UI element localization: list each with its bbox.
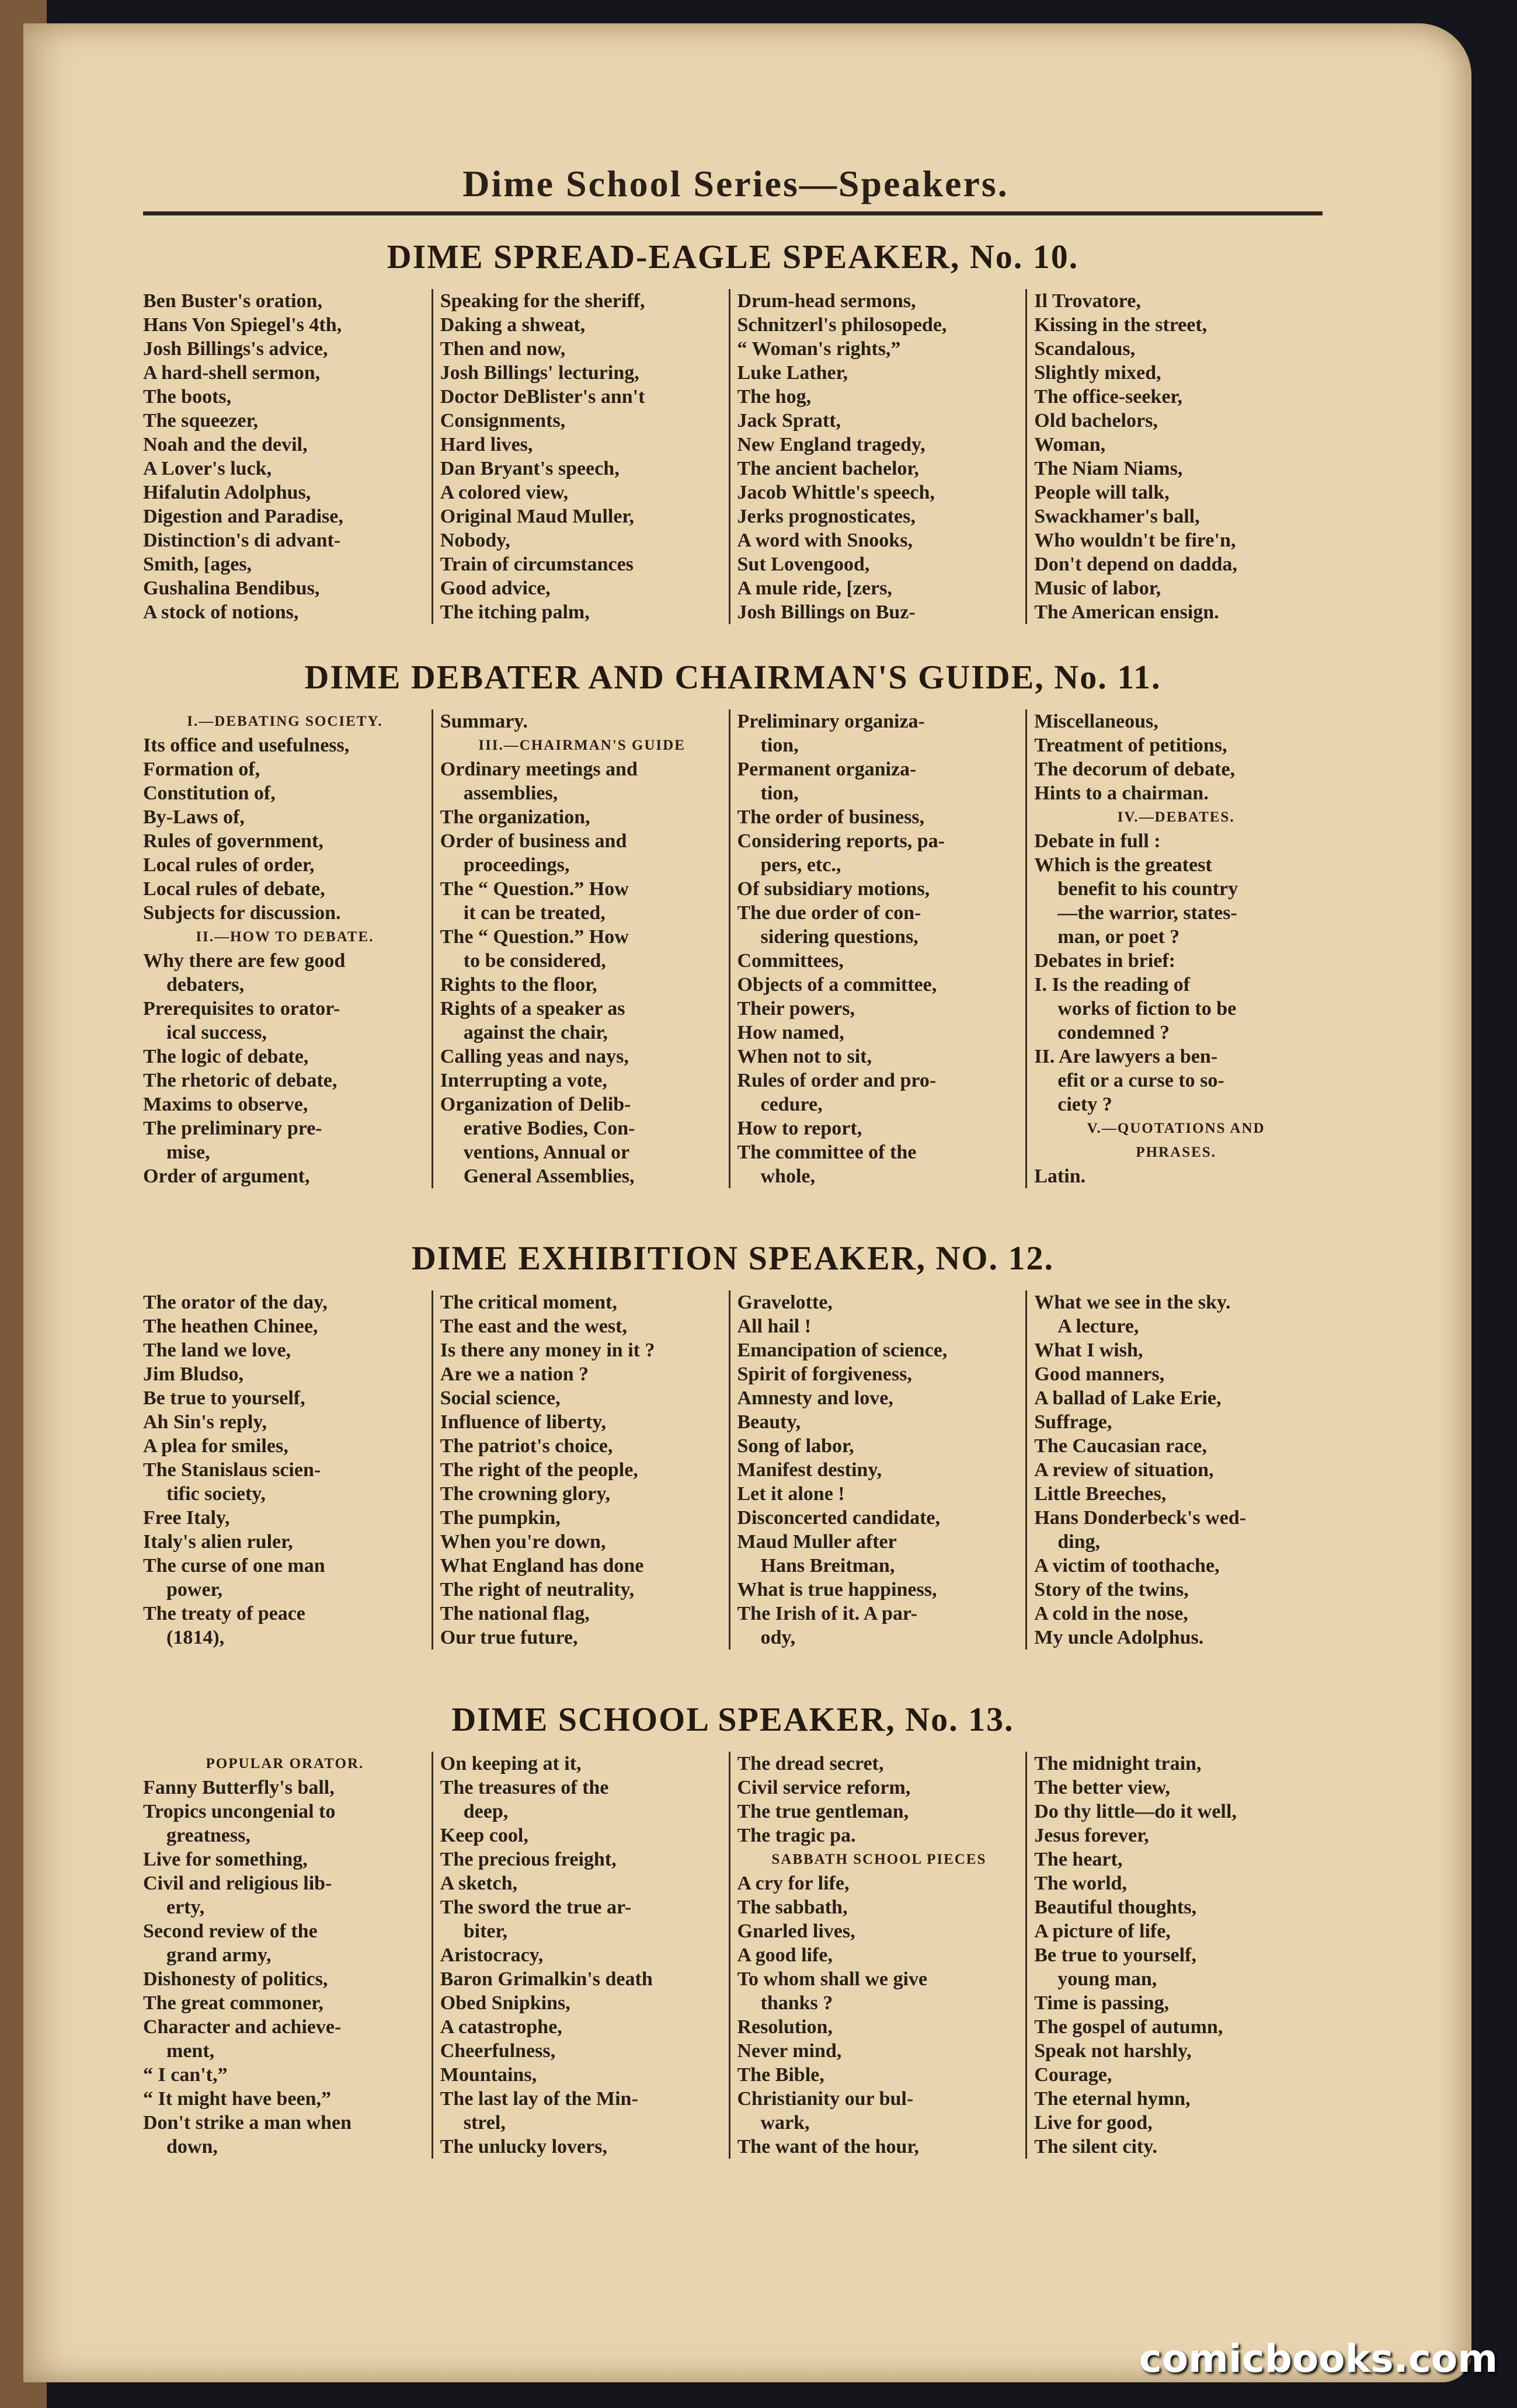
contents-entry: Original Maud Muller, — [440, 506, 634, 527]
contents-columns — [143, 1752, 1323, 2159]
contents-entry: Constitution of, — [143, 782, 276, 804]
contents-entry: Jacob Whittle's speech, — [737, 482, 935, 503]
contents-entry: Civil and religious lib- — [143, 1873, 332, 1894]
contents-entry: The pumpkin, — [440, 1507, 561, 1529]
contents-entry: wark, — [760, 2112, 810, 2134]
contents-entry: Christianity our bul- — [737, 2088, 914, 2110]
contents-column-1 — [143, 709, 427, 1188]
contents-entry: The orator of the day, — [143, 1292, 328, 1313]
contents-entry: What England has done — [440, 1555, 644, 1577]
contents-entry: I. Is the reading of — [1034, 974, 1190, 996]
contents-entry: Schnitzerl's philosopede, — [737, 314, 947, 336]
contents-entry: The critical moment, — [440, 1292, 617, 1313]
contents-entry: The itching palm, — [440, 601, 590, 623]
contents-entry: Obed Snipkins, — [440, 1992, 570, 2014]
contents-entry: Character and achieve- — [143, 2016, 342, 2038]
contents-entry: Daking a shweat, — [440, 314, 586, 336]
contents-entry: What I wish, — [1034, 1339, 1143, 1361]
contents-entry: The right of neutrality, — [440, 1579, 635, 1600]
contents-entry: The curse of one man — [143, 1555, 325, 1577]
contents-column-4 — [1025, 1752, 1318, 2159]
contents-entry: biter, — [463, 1920, 507, 1942]
contents-column-4 — [1025, 289, 1318, 624]
contents-entry: The ancient bachelor, — [737, 458, 919, 479]
contents-entry: The due order of con- — [737, 902, 921, 924]
site-watermark: comicbooks.com — [1139, 2336, 1498, 2381]
contents-entry: Gushalina Bendibus, — [143, 577, 320, 599]
contents-entry: The land we love, — [143, 1339, 291, 1361]
contents-column-4 — [1025, 1290, 1318, 1650]
contents-entry: Their powers, — [737, 998, 855, 1019]
contents-entry: Good advice, — [440, 577, 551, 599]
contents-entry: thanks ? — [760, 1992, 833, 2014]
contents-entry: Rights to the floor, — [440, 974, 597, 996]
subsection-heading: PHRASES. — [1136, 1144, 1216, 1160]
contents-entry: Emancipation of science, — [737, 1339, 948, 1361]
contents-entry: Our true future, — [440, 1627, 578, 1648]
contents-entry: —the warrior, states- — [1057, 902, 1237, 924]
contents-entry: Live for good, — [1034, 2112, 1153, 2134]
contents-entry: A plea for smiles, — [143, 1435, 288, 1457]
contents-entry: My uncle Adolphus. — [1034, 1627, 1204, 1648]
subsection-heading: I.—DEBATING SOCIETY. — [187, 714, 383, 729]
contents-entry: Drum-head sermons, — [737, 290, 916, 312]
subsection-heading: II.—HOW TO DEBATE. — [196, 929, 374, 945]
contents-column-2 — [432, 289, 724, 624]
contents-entry: A hard-shell sermon, — [143, 362, 321, 384]
contents-entry: A cold in the nose, — [1034, 1603, 1188, 1624]
contents-entry: The eternal hymn, — [1034, 2088, 1191, 2110]
contents-entry: Hans Breitman, — [760, 1555, 895, 1577]
contents-entry: The treaty of peace — [143, 1603, 305, 1624]
contents-entry: The unlucky lovers, — [440, 2136, 607, 2158]
contents-entry: assemblies, — [463, 782, 558, 804]
contents-entry: To whom shall we give — [737, 1968, 928, 1990]
contents-entry: Rules of order and pro- — [737, 1070, 937, 1091]
contents-entry: A colored view, — [440, 482, 569, 503]
section-title: DIME SCHOOL SPEAKER, No. 13. — [451, 1700, 1014, 1738]
contents-entry: Subjects for discussion. — [143, 902, 341, 924]
contents-entry: What we see in the sky. — [1034, 1292, 1231, 1313]
contents-entry: How named, — [737, 1022, 844, 1043]
contents-entry: Order of argument, — [143, 1165, 310, 1187]
contents-entry: Music of labor, — [1034, 577, 1161, 599]
contents-entry: Debate in full : — [1034, 830, 1161, 852]
contents-entry: The tragic pa. — [737, 1825, 856, 1846]
contents-entry: Manifest destiny, — [737, 1459, 882, 1481]
contents-entry: condemned ? — [1057, 1022, 1170, 1043]
contents-entry: Speak not harshly, — [1034, 2040, 1192, 2062]
contents-entry: efit or a curse to so- — [1057, 1070, 1224, 1091]
contents-entry: The Bible, — [737, 2064, 824, 2086]
contents-entry: Jim Bludso, — [143, 1363, 243, 1385]
contents-entry: General Assemblies, — [463, 1165, 635, 1187]
contents-entry: Dan Bryant's speech, — [440, 458, 620, 479]
contents-entry: Organization of Delib- — [440, 1094, 631, 1115]
contents-entry: The heathen Chinee, — [143, 1316, 318, 1337]
contents-entry: The sword the true ar- — [440, 1897, 632, 1918]
contents-entry: Josh Billings on Buz- — [737, 601, 916, 623]
contents-entry: A victim of toothache, — [1034, 1555, 1220, 1577]
contents-entry: Dishonesty of politics, — [143, 1968, 328, 1990]
contents-entry: The Irish of it. A par- — [737, 1603, 918, 1624]
contents-entry: The Niam Niams, — [1034, 458, 1183, 479]
contents-entry: By-Laws of, — [143, 806, 245, 828]
contents-entry: Speaking for the sheriff, — [440, 290, 645, 312]
contents-entry: Hints to a chairman. — [1034, 782, 1209, 804]
contents-entry: Il Trovatore, — [1034, 290, 1141, 312]
contents-column-3 — [729, 1290, 1021, 1650]
contents-entry: The Caucasian race, — [1034, 1435, 1207, 1457]
contents-column-2 — [432, 709, 724, 1188]
contents-entry: A mule ride, [zers, — [737, 577, 892, 599]
contents-entry: When not to sit, — [737, 1046, 872, 1067]
contents-entry: Fanny Butterfly's ball, — [143, 1777, 335, 1798]
contents-entry: The rhetoric of debate, — [143, 1070, 338, 1091]
contents-entry: Miscellaneous, — [1034, 711, 1158, 732]
contents-entry: Jack Spratt, — [737, 410, 841, 432]
contents-entry: mise, — [166, 1142, 210, 1163]
contents-entry: The patriot's choice, — [440, 1435, 613, 1457]
contents-entry: Beauty, — [737, 1411, 801, 1433]
contents-column-1 — [143, 289, 427, 624]
contents-entry: A lecture, — [1057, 1316, 1139, 1337]
contents-entry: The dread secret, — [737, 1753, 884, 1774]
contents-entry: Resolution, — [737, 2016, 833, 2038]
section-title: DIME SPREAD-EAGLE SPEAKER, No. 10. — [387, 238, 1079, 276]
contents-entry: grand army, — [166, 1944, 272, 1966]
contents-entry: The “ Question.” How — [440, 878, 629, 900]
contents-entry: Sut Lovengood, — [737, 554, 870, 575]
contents-entry: A picture of life, — [1034, 1920, 1171, 1942]
contents-entry: Gravelotte, — [737, 1292, 833, 1313]
contents-entry: Debates in brief: — [1034, 950, 1175, 972]
contents-entry: The boots, — [143, 386, 232, 408]
contents-entry: Woman, — [1034, 434, 1106, 455]
contents-entry: Rights of a speaker as — [440, 998, 625, 1019]
contents-entry: ment, — [166, 2040, 215, 2062]
contents-entry: ical success, — [166, 1022, 267, 1043]
contents-entry: Josh Billings' lecturing, — [440, 362, 639, 384]
contents-entry: Are we a nation ? — [440, 1363, 589, 1385]
contents-entry: Spirit of forgiveness, — [737, 1363, 912, 1385]
contents-entry: Disconcerted candidate, — [737, 1507, 941, 1529]
contents-entry: Prerequisites to orator- — [143, 998, 340, 1019]
contents-entry: it can be treated, — [463, 902, 606, 924]
subsection-heading: SABBATH SCHOOL PIECES — [771, 1852, 987, 1867]
contents-entry: The squeezer, — [143, 410, 259, 432]
contents-entry: (1814), — [166, 1627, 225, 1648]
contents-entry: A stock of notions, — [143, 601, 299, 623]
contents-entry: Second review of the — [143, 1920, 318, 1942]
contents-entry: Maud Muller after — [737, 1531, 897, 1553]
contents-entry: “ Woman's rights,” — [737, 338, 901, 360]
contents-entry: Never mind, — [737, 2040, 842, 2062]
contents-entry: All hail ! — [737, 1316, 812, 1337]
contents-entry: II. Are lawyers a ben- — [1034, 1046, 1218, 1067]
contents-column-1 — [143, 1752, 427, 2159]
contents-entry: works of fiction to be — [1057, 998, 1237, 1019]
contents-entry: The true gentleman, — [737, 1801, 909, 1822]
contents-entry: A review of situation, — [1034, 1459, 1214, 1481]
contents-entry: The precious freight, — [440, 1849, 617, 1870]
contents-entry: Maxims to observe, — [143, 1094, 308, 1115]
section-title: DIME EXHIBITION SPEAKER, NO. 12. — [411, 1239, 1055, 1277]
contents-entry: The organization, — [440, 806, 590, 828]
contents-entry: debaters, — [166, 974, 245, 996]
contents-column-3 — [729, 289, 1021, 624]
contents-entry: Hans Donderbeck's wed- — [1034, 1507, 1246, 1529]
contents-entry: The gospel of autumn, — [1034, 2016, 1223, 2038]
contents-entry: Josh Billings's advice, — [143, 338, 328, 360]
contents-entry: Aristocracy, — [440, 1944, 544, 1966]
contents-entry: A ballad of Lake Erie, — [1034, 1387, 1222, 1409]
contents-entry: Permanent organiza- — [737, 758, 917, 780]
contents-entry: Latin. — [1034, 1165, 1086, 1187]
contents-entry: whole, — [760, 1165, 815, 1187]
contents-entry: Consignments, — [440, 410, 566, 432]
contents-entry: A cry for life, — [737, 1873, 850, 1894]
contents-entry: greatness, — [166, 1825, 250, 1846]
subsection-heading: V.—QUOTATIONS AND — [1087, 1121, 1265, 1136]
contents-entry: Slightly mixed, — [1034, 362, 1161, 384]
contents-entry: Don't depend on dadda, — [1034, 554, 1237, 575]
contents-entry: Formation of, — [143, 758, 260, 780]
contents-column-3 — [729, 1752, 1021, 2159]
contents-entry: The “ Question.” How — [440, 926, 629, 948]
contents-entry: The right of the people, — [440, 1459, 638, 1481]
contents-entry: The hog, — [737, 386, 812, 408]
contents-entry: Free Italy, — [143, 1507, 230, 1529]
contents-entry: Be true to yourself, — [143, 1387, 305, 1409]
contents-entry: Then and now, — [440, 338, 566, 360]
contents-column-3 — [729, 709, 1021, 1188]
contents-entry: Mountains, — [440, 2064, 537, 2086]
contents-entry: benefit to his country — [1057, 878, 1238, 900]
contents-columns — [143, 709, 1323, 1188]
contents-entry: A catastrophe, — [440, 2016, 562, 2038]
contents-entry: cedure, — [760, 1094, 823, 1115]
contents-entry: Gnarled lives, — [737, 1920, 855, 1942]
contents-entry: sidering questions, — [760, 926, 918, 948]
contents-entry: Song of labor, — [737, 1435, 854, 1457]
contents-entry: The great commoner, — [143, 1992, 323, 2014]
contents-entry: Noah and the devil, — [143, 434, 308, 455]
contents-entry: How to report, — [737, 1118, 862, 1139]
contents-entry: Civil service reform, — [737, 1777, 911, 1798]
contents-entry: Cheerfulness, — [440, 2040, 556, 2062]
contents-entry: Doctor DeBlister's ann't — [440, 386, 645, 408]
contents-entry: Train of circumstances — [440, 554, 634, 575]
contents-entry: Don't strike a man when — [143, 2112, 352, 2134]
contents-entry: Hifalutin Adolphus, — [143, 482, 311, 503]
contents-entry: Smith, [ages, — [143, 554, 252, 575]
contents-entry: down, — [166, 2136, 218, 2158]
contents-entry: tion, — [760, 735, 799, 756]
header-rule — [143, 211, 1323, 215]
contents-entry: The want of the hour, — [737, 2136, 919, 2158]
contents-entry: “ It might have been,” — [143, 2088, 332, 2110]
contents-entry: erative Bodies, Con- — [463, 1118, 635, 1139]
contents-entry: What is true happiness, — [737, 1579, 937, 1600]
contents-entry: Hans Von Spiegel's 4th, — [143, 314, 342, 336]
contents-entry: Interrupting a vote, — [440, 1070, 607, 1091]
contents-entry: young man, — [1057, 1968, 1157, 1990]
contents-entry: ding, — [1057, 1531, 1101, 1553]
contents-columns — [143, 1290, 1323, 1650]
contents-entry: The national flag, — [440, 1603, 590, 1624]
contents-entry: Hard lives, — [440, 434, 533, 455]
contents-entry: Why there are few good — [143, 950, 346, 972]
contents-column-2 — [432, 1752, 724, 2159]
contents-entry: Considering reports, pa- — [737, 830, 945, 852]
subsection-heading: III.—CHAIRMAN'S GUIDE — [478, 737, 686, 753]
contents-entry: Suffrage, — [1034, 1411, 1112, 1433]
contents-entry: proceedings, — [463, 854, 570, 876]
contents-entry: The Stanislaus scien- — [143, 1459, 321, 1481]
contents-column-2 — [432, 1290, 724, 1650]
contents-entry: Swackhamer's ball, — [1034, 506, 1200, 527]
contents-entry: Time is passing, — [1034, 1992, 1170, 2014]
contents-entry: Good manners, — [1034, 1363, 1165, 1385]
contents-entry: Who wouldn't be fire'n, — [1034, 530, 1236, 551]
contents-entry: Italy's alien ruler, — [143, 1531, 293, 1553]
contents-entry: Of subsidiary motions, — [737, 878, 930, 900]
contents-entry: Calling yeas and nays, — [440, 1046, 629, 1067]
contents-entry: The sabbath, — [737, 1897, 848, 1918]
contents-entry: A word with Snooks, — [737, 530, 913, 551]
contents-entry: Preliminary organiza- — [737, 711, 925, 732]
contents-entry: The office-seeker, — [1034, 386, 1182, 408]
contents-entry: The midnight train, — [1034, 1753, 1202, 1774]
contents-entry: The crowning glory, — [440, 1483, 610, 1505]
contents-entry: Ordinary meetings and — [440, 758, 638, 780]
contents-entry: Luke Lather, — [737, 362, 848, 384]
contents-entry: Kissing in the street, — [1034, 314, 1208, 336]
contents-entry: The world, — [1034, 1873, 1127, 1894]
contents-entry: Its office and usefulness, — [143, 735, 350, 756]
contents-entry: to be considered, — [463, 950, 606, 972]
contents-entry: Story of the twins, — [1034, 1579, 1189, 1600]
contents-entry: Social science, — [440, 1387, 561, 1409]
contents-entry: Jerks prognosticates, — [737, 506, 916, 527]
contents-entry: ody, — [760, 1627, 796, 1648]
contents-entry: Scandalous, — [1034, 338, 1136, 360]
contents-entry: When you're down, — [440, 1531, 606, 1553]
contents-entry: Baron Grimalkin's death — [440, 1968, 653, 1990]
contents-entry: The heart, — [1034, 1849, 1123, 1870]
contents-entry: Order of business and — [440, 830, 627, 852]
contents-entry: Courage, — [1034, 2064, 1112, 2086]
contents-entry: The last lay of the Min- — [440, 2088, 638, 2110]
contents-entry: Keep cool, — [440, 1825, 528, 1846]
contents-entry: The silent city. — [1034, 2136, 1157, 2158]
contents-entry: People will talk, — [1034, 482, 1170, 503]
contents-entry: Distinction's di advant- — [143, 530, 341, 551]
contents-entry: The better view, — [1034, 1777, 1170, 1798]
page-header: Dime School Series—Speakers. — [462, 163, 1009, 204]
contents-entry: Committees, — [737, 950, 844, 972]
contents-entry: strel, — [463, 2112, 506, 2134]
contents-entry: The east and the west, — [440, 1316, 627, 1337]
contents-entry: Summary. — [440, 711, 528, 732]
contents-entry: Do thy little—do it well, — [1034, 1801, 1237, 1822]
contents-entry: The order of business, — [737, 806, 925, 828]
contents-entry: The preliminary pre- — [143, 1118, 322, 1139]
contents-entry: Objects of a committee, — [737, 974, 937, 996]
contents-entry: Live for something, — [143, 1849, 308, 1870]
contents-entry: Old bachelors, — [1034, 410, 1158, 432]
section-title: DIME DEBATER AND CHAIRMAN'S GUIDE, No. 11. — [304, 658, 1161, 696]
contents-entry: Beautiful thoughts, — [1034, 1897, 1196, 1918]
contents-entry: against the chair, — [463, 1022, 608, 1043]
contents-entry: The committee of the — [737, 1142, 917, 1163]
contents-entry: Nobody, — [440, 530, 510, 551]
subsection-heading: POPULAR ORATOR. — [206, 1756, 364, 1772]
contents-entry: Let it alone ! — [737, 1483, 845, 1505]
contents-entry: A sketch, — [440, 1873, 517, 1894]
contents-entry: The American ensign. — [1034, 601, 1219, 623]
contents-entry: Jesus forever, — [1034, 1825, 1149, 1846]
contents-entry: tific society, — [166, 1483, 266, 1505]
contents-entry: man, or poet ? — [1057, 926, 1180, 948]
contents-entry: Tropics uncongenial to — [143, 1801, 336, 1822]
contents-entry: Be true to yourself, — [1034, 1944, 1196, 1966]
contents-entry: Influence of liberty, — [440, 1411, 607, 1433]
contents-entry: Which is the greatest — [1034, 854, 1212, 876]
contents-entry: On keeping at it, — [440, 1753, 582, 1774]
contents-entry: Treatment of petitions, — [1034, 735, 1227, 756]
contents-entry: deep, — [463, 1801, 509, 1822]
contents-entry: New England tragedy, — [737, 434, 925, 455]
contents-entry: Is there any money in it ? — [440, 1339, 655, 1361]
contents-entry: erty, — [166, 1897, 205, 1918]
contents-entry: The decorum of debate, — [1034, 758, 1235, 780]
contents-entry: A good life, — [737, 1944, 833, 1966]
contents-column-4 — [1025, 709, 1318, 1188]
contents-column-1 — [143, 1290, 427, 1650]
contents-entry: A Lover's luck, — [143, 458, 272, 479]
contents-entry: ventions, Annual or — [463, 1142, 630, 1163]
contents-entry: pers, etc., — [760, 854, 841, 876]
contents-entry: “ I can't,” — [143, 2064, 228, 2086]
contents-columns — [143, 289, 1323, 624]
subsection-heading: IV.—DEBATES. — [1117, 809, 1235, 825]
contents-entry: ciety ? — [1057, 1094, 1112, 1115]
contents-entry: tion, — [760, 782, 799, 804]
contents-entry: Rules of government, — [143, 830, 323, 852]
contents-entry: Little Breeches, — [1034, 1483, 1167, 1505]
contents-entry: Local rules of debate, — [143, 878, 325, 900]
contents-entry: Ben Buster's oration, — [143, 290, 322, 312]
contents-entry: The logic of debate, — [143, 1046, 309, 1067]
contents-entry: power, — [166, 1579, 223, 1600]
contents-entry: Amnesty and love, — [737, 1387, 893, 1409]
contents-entry: The treasures of the — [440, 1777, 609, 1798]
contents-entry: Digestion and Paradise, — [143, 506, 343, 527]
contents-entry: Local rules of order, — [143, 854, 315, 876]
contents-entry: Ah Sin's reply, — [143, 1411, 267, 1433]
